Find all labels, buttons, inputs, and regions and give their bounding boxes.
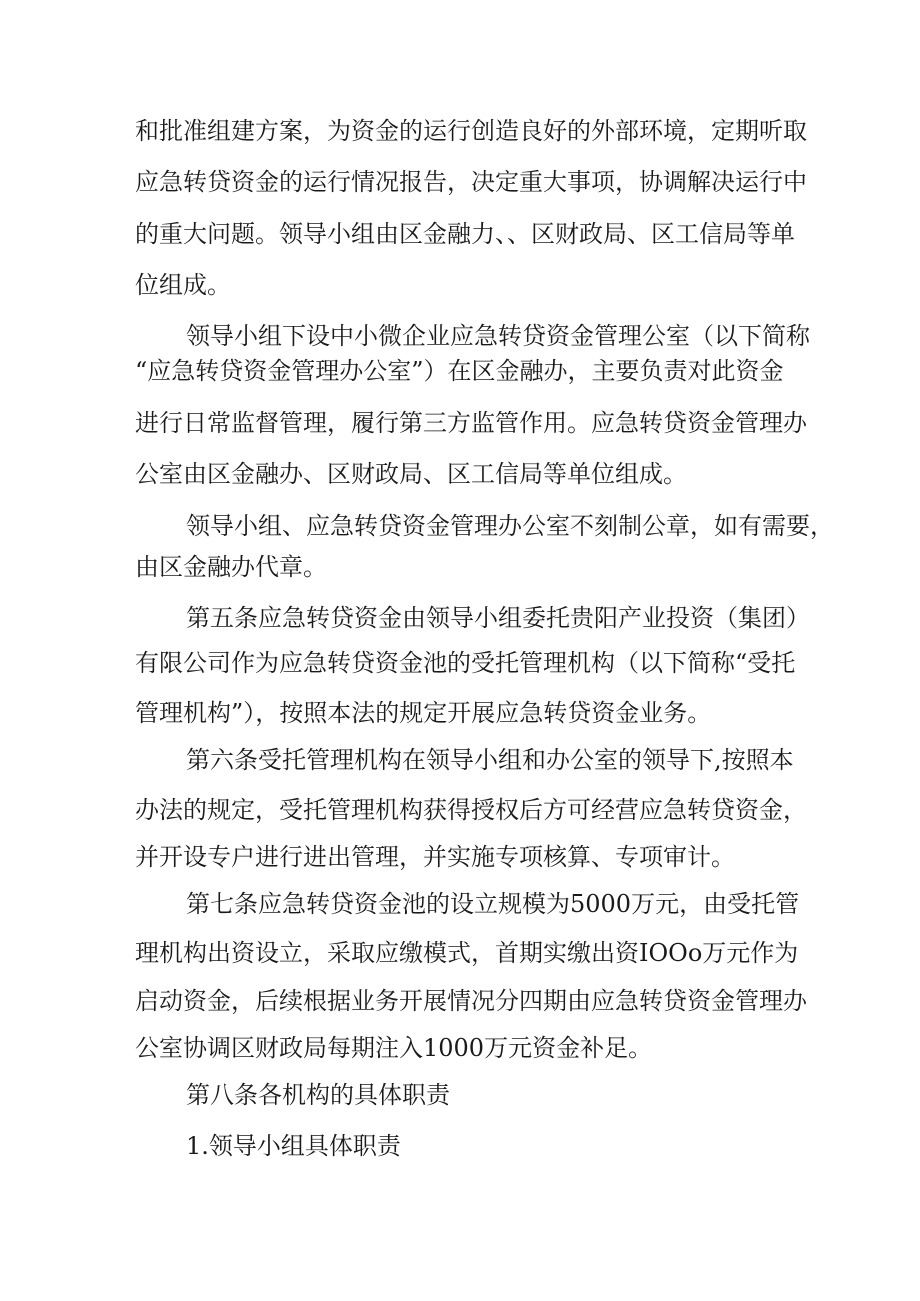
text-line: 公室协调区财政局每期注入1000万元资金补足。: [135, 1034, 653, 1062]
text-line: 和批准组建方案，为资金的运行创造良好的外部环境，定期听取: [135, 117, 807, 145]
text-line: 并开设专户进行进出管理，并实施专项核算、专项审计。: [135, 843, 735, 871]
text-line: 第六条受托管理机构在领导小组和办公室的领导下,按照本: [186, 746, 794, 774]
text-line: 应急转贷资金的运行情况报告，决定重大事项，协调解决运行中: [135, 168, 807, 196]
text-line: 进行日常监督管理，履行第三方监管作用。应急转贷资金管理办: [135, 409, 807, 437]
text-line: 启动资金，后续根据业务开展情况分四期由应急转贷资金管理办: [135, 987, 807, 1015]
text-line: 领导小组、应急转贷资金管理办公室不刻制公章，如有需要，: [186, 512, 834, 540]
text-line: “应急转贷资金管理办公室”）在区金融办，主要负责对此资金: [135, 357, 784, 385]
text-line: 办法的规定，受托管理机构获得授权后方可经营应急转贷资金，: [135, 796, 807, 824]
text-line: 1.领导小组具体职责: [186, 1132, 401, 1160]
text-line: 位组成。: [135, 271, 231, 299]
text-line: 公室由区金融办、区财政局、区工信局等单位组成。: [135, 460, 687, 488]
text-line: 由区金融办代章。: [135, 553, 327, 581]
text-line: 领导小组下设中小微企业应急转贷资金管理公室（以下简称: [186, 322, 810, 350]
text-line: 理机构出资设立，采取应缴模式，首期实缴出资IOOo万元作为: [135, 939, 799, 967]
text-line: 的重大问题。领导小组由区金融力、、区财政局、区工信局等单: [135, 220, 795, 248]
text-line: 第七条应急转贷资金池的设立规模为5000万元，由受托管: [186, 890, 800, 918]
text-line: 管理机构”），按照本法的规定开展应急转贷资金业务。: [135, 699, 712, 727]
text-line: 第五条应急转贷资金由领导小组委托贵阳产业投资（集团）: [186, 604, 810, 632]
text-line: 有限公司作为应急转贷资金池的受托管理机构（以下简称“受托: [135, 649, 796, 677]
text-line: 第八条各机构的具体职责: [186, 1081, 450, 1109]
